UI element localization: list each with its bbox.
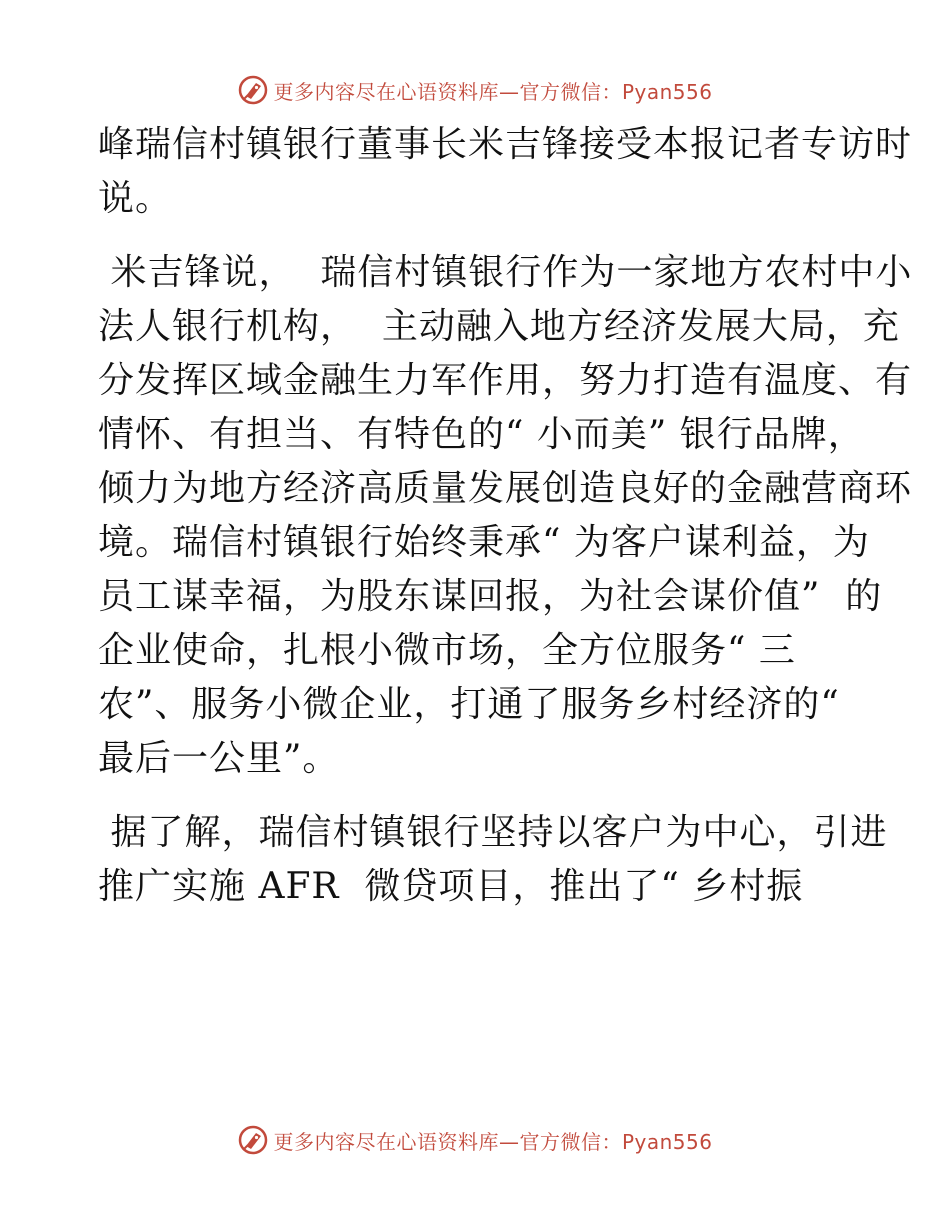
text-line: 员工谋幸福，为股东谋回报，为社会谋价值” 的 <box>98 576 883 617</box>
text-line: 峰瑞信村镇银行董事长米吉锋接受本报记者专访时 <box>98 124 913 165</box>
text-line: 分发挥区域金融生力军作用，努力打造有温度、有 <box>98 360 913 401</box>
header-watermark <box>0 70 950 110</box>
text-line: 企业使命，扎根小微市场，全方位服务“ 三 <box>98 630 796 671</box>
paragraph <box>98 246 913 786</box>
text-line: 最后一公里”。 <box>98 738 340 779</box>
watermark-text: 更多内容尽在心语资料库—官方微信：Pyan556 <box>273 79 713 104</box>
text-line: 据了解，瑞信村镇银行坚持以客户为中心，引进 <box>98 812 888 853</box>
text-line: 农”、服务小微企业，打通了服务乡村经济的“ <box>98 684 840 725</box>
text-line: 法人银行机构， 主动融入地方经济发展大局，充 <box>98 306 900 347</box>
text-line: 情怀、有担当、有特色的“ 小而美” 银行品牌， <box>98 414 865 455</box>
footer-watermark <box>0 1120 950 1160</box>
watermark-text: 更多内容尽在心语资料库—官方微信：Pyan556 <box>273 1129 713 1154</box>
text-line: 说。 <box>98 178 173 219</box>
paragraph <box>98 806 888 914</box>
pen-nib-logo-icon <box>237 74 269 106</box>
text-line: 米吉锋说， 瑞信村镇银行作为一家地方农村中小 <box>98 252 913 293</box>
text-line: 推广实施 AFR 微贷项目，推出了“ 乡村振 <box>98 866 804 907</box>
document-body <box>98 118 913 914</box>
pen-nib-logo-icon <box>237 1124 269 1156</box>
paragraph <box>98 118 913 226</box>
text-line: 境。瑞信村镇银行始终秉承“ 为客户谋利益，为 <box>98 522 870 563</box>
text-line: 倾力为地方经济高质量发展创造良好的金融营商环 <box>98 468 913 509</box>
